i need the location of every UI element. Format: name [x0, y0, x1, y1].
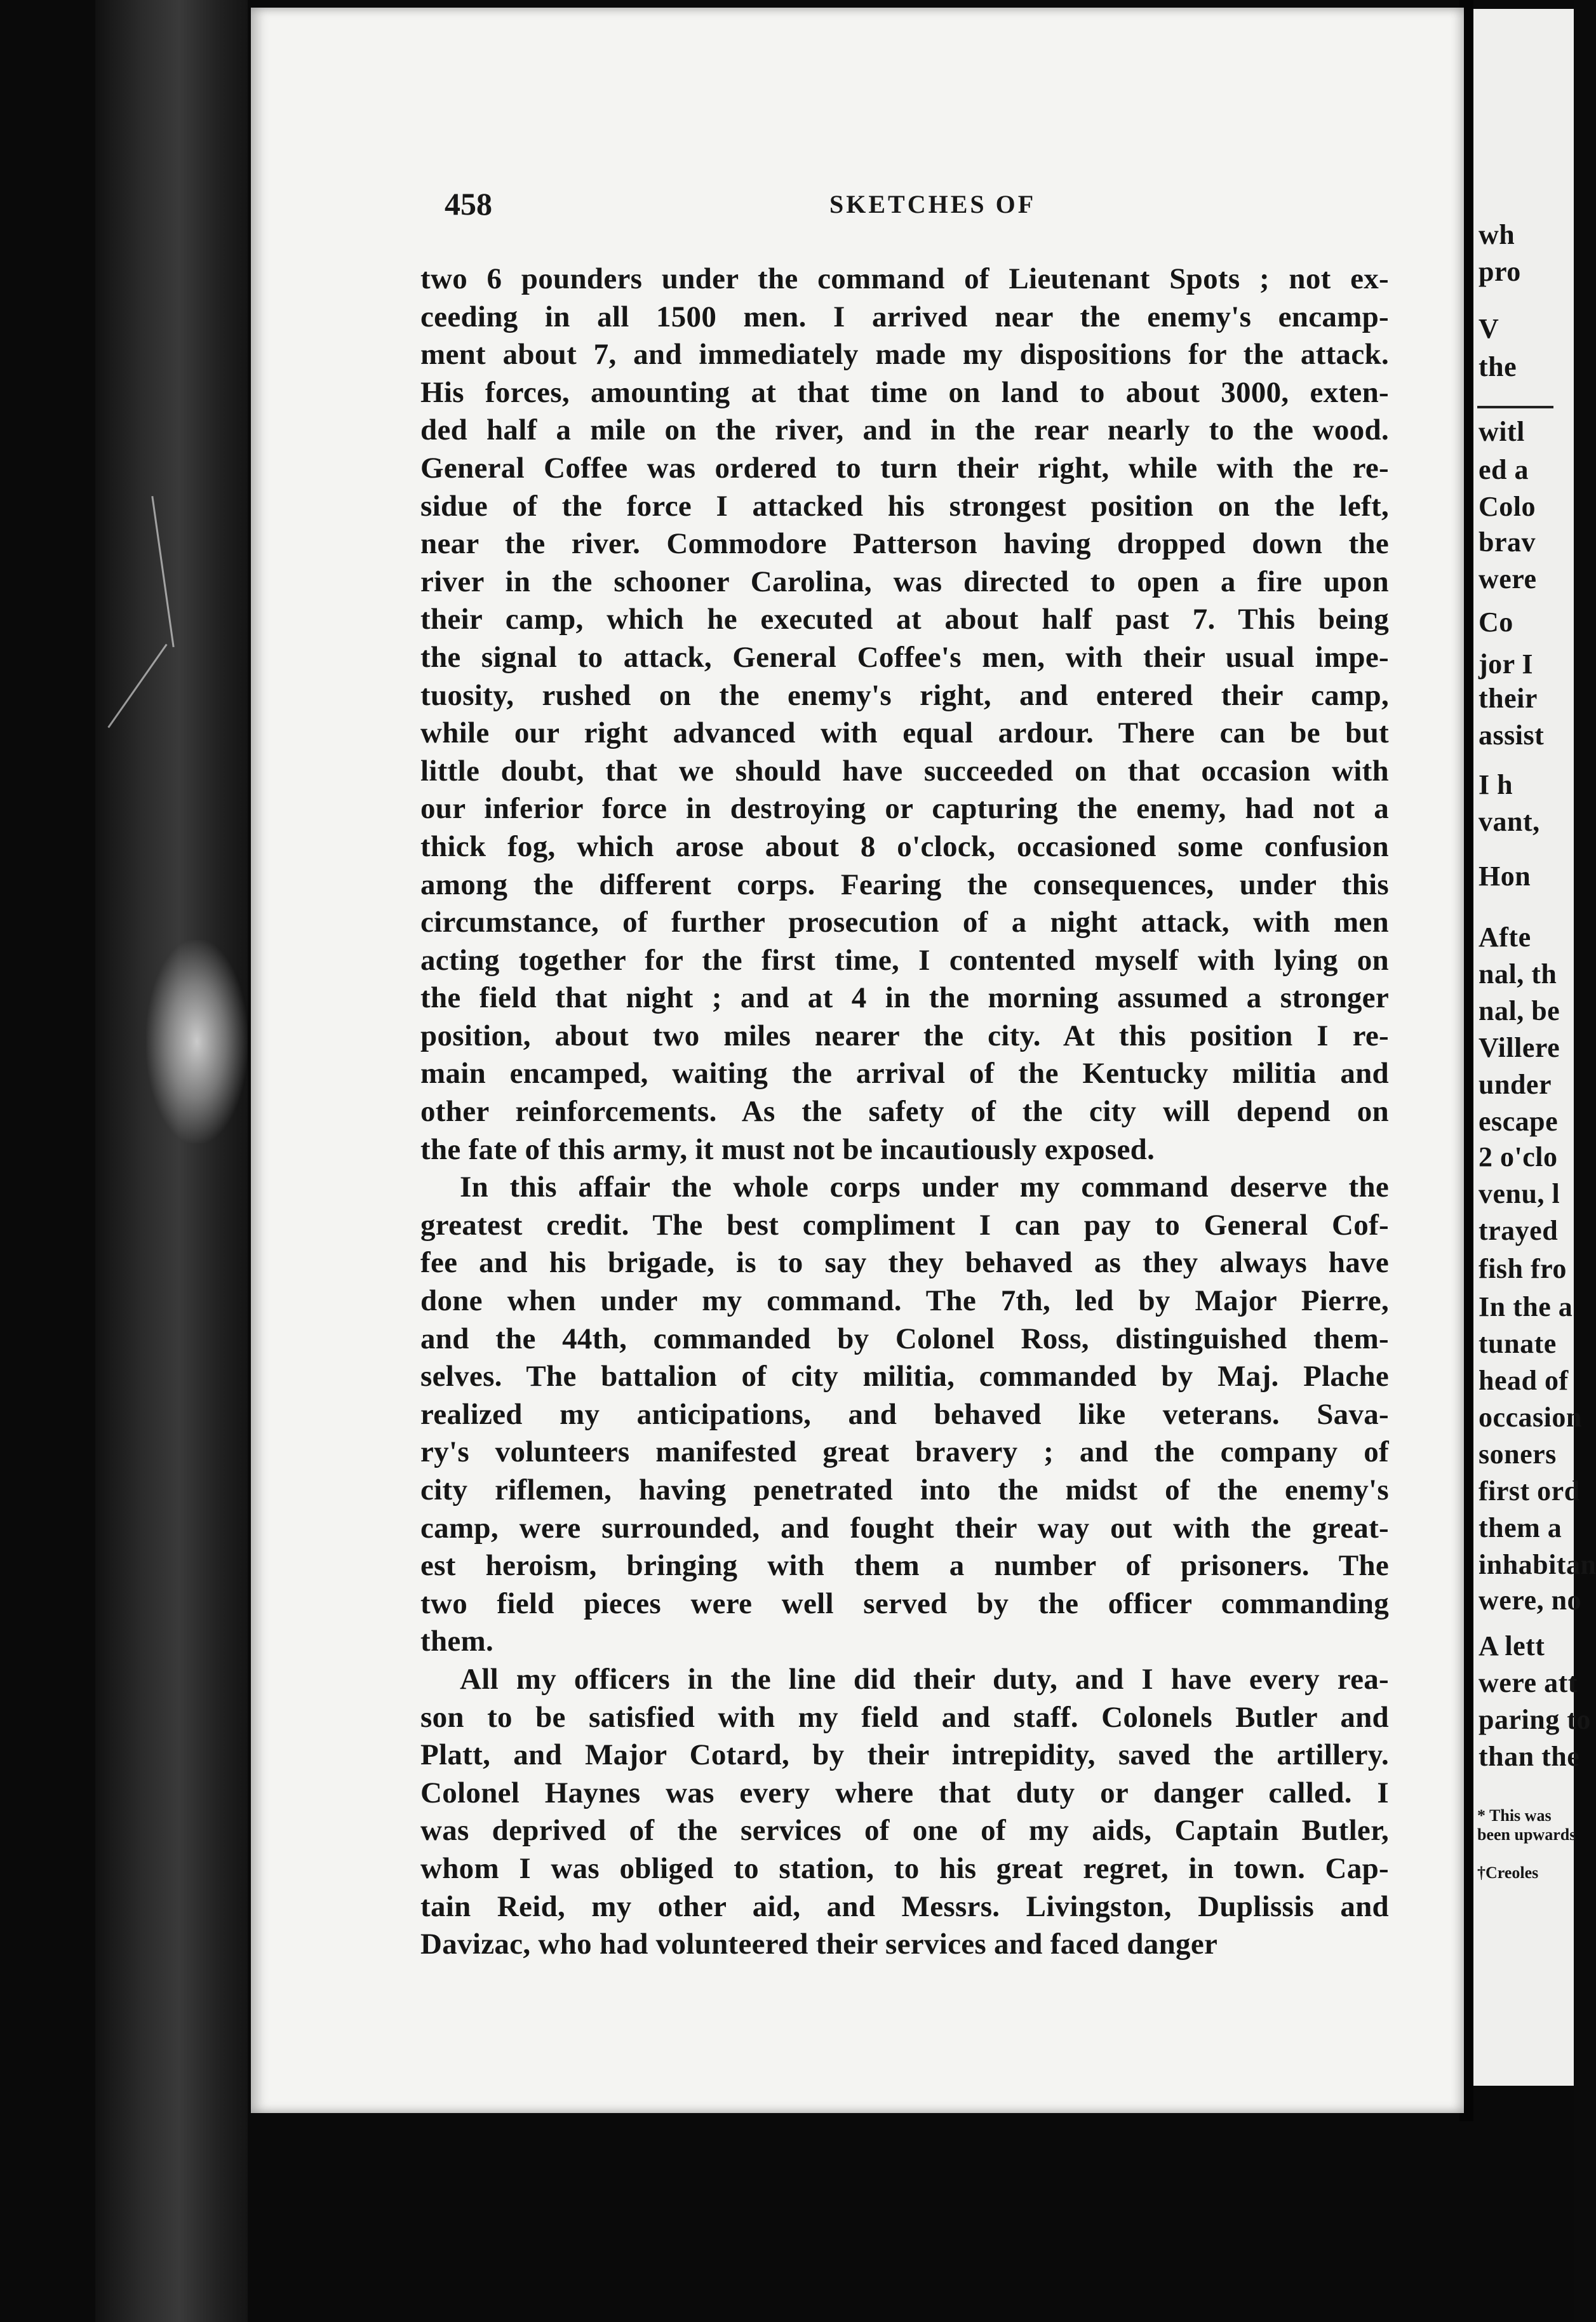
- text-line: whom I was obliged to station, to his great regret, in town. Cap-: [420, 1851, 1389, 1885]
- text-line: fee and his brigade, is to say they behaved as they always have: [420, 1246, 1389, 1280]
- paragraph: [420, 1661, 1389, 1964]
- facing-page-line: Co: [1479, 607, 1513, 638]
- paper-fibers: [146, 940, 248, 1143]
- text-line: acting together for the first time, I contented myself with lying on: [420, 943, 1389, 977]
- text-line: was deprived of the services of one of my aids, Captain Butler,: [420, 1814, 1389, 1848]
- text-line: tain Reid, my other aid, and Messrs. Livingston, Duplissis and: [420, 1889, 1389, 1923]
- facing-page-line: 2 o'clo: [1479, 1141, 1558, 1172]
- facing-page-line: ed a: [1479, 454, 1529, 485]
- text-line: while our right advanced with equal ardour. There can be but: [420, 716, 1389, 750]
- text-line: other reinforcements. As the safety of the city will depend on: [420, 1095, 1389, 1129]
- text-line: our inferior force in destroying or capturing the enemy, had not a: [420, 792, 1389, 826]
- facing-page-line: under: [1479, 1069, 1552, 1100]
- text-line: the signal to attack, General Coffee's men, with their usual impe-: [420, 640, 1389, 674]
- text-line: In this affair the whole corps under my command deserve the: [460, 1171, 1389, 1204]
- text-line: Davizac, who had volunteered their services and faced danger: [420, 1928, 1218, 1961]
- facing-page-line: A lett: [1479, 1630, 1545, 1661]
- facing-page-line: were att: [1479, 1667, 1578, 1698]
- text-line: two field pieces were well served by the officer commanding: [420, 1587, 1389, 1620]
- facing-page-line: brav: [1479, 527, 1536, 558]
- facing-page-line: tunate: [1479, 1328, 1557, 1359]
- text-line: ceeding in all 1500 men. I arrived near the enemy's encamp-: [420, 300, 1389, 333]
- running-head: SKETCHES OF: [829, 190, 1036, 218]
- text-line: them.: [420, 1625, 494, 1658]
- facing-page-line: the: [1479, 351, 1517, 382]
- text-line: done when under my command. The 7th, led by Major Pierre,: [420, 1284, 1389, 1318]
- facing-page-line: Villere: [1479, 1032, 1560, 1063]
- text-line: Colonel Haynes was every where that duty or danger called. I: [420, 1776, 1389, 1809]
- facing-page-line: than the: [1479, 1741, 1580, 1772]
- facing-page-line: escape: [1479, 1106, 1559, 1137]
- facing-page-line: V: [1479, 313, 1499, 344]
- facing-page-footnote: * This was: [1477, 1806, 1552, 1825]
- text-line: circumstance, of further prosecution of a night attack, with men: [420, 906, 1389, 939]
- text-line: All my officers in the line did their duty, and I have every rea-: [460, 1662, 1389, 1696]
- text-line: among the different corps. Fearing the consequences, under this: [420, 868, 1389, 901]
- text-line: the field that night ; and at 4 in the morning assumed a stronger: [420, 981, 1389, 1015]
- text-line: camp, were surrounded, and fought their way out with the great-: [420, 1511, 1389, 1545]
- facing-page-line: fish fro: [1479, 1253, 1567, 1284]
- book-binding: [95, 0, 248, 2322]
- text-line: ded half a mile on the river, and in the rear nearly to the wood.: [420, 413, 1389, 447]
- facing-page-line: head of: [1479, 1365, 1569, 1396]
- text-line: the fate of this army, it must not be incautiously exposed.: [420, 1132, 1155, 1166]
- facing-page-footnote: been upwards: [1477, 1825, 1576, 1844]
- paragraph: [420, 1169, 1389, 1661]
- text-line: greatest credit. The best compliment I can pay to General Cof-: [420, 1208, 1389, 1242]
- paragraph: [420, 260, 1389, 1169]
- facing-page-line: Hon: [1479, 861, 1531, 892]
- text-line: position, about two miles nearer the city. At this position I re-: [420, 1019, 1389, 1052]
- facing-page-line: wh: [1479, 219, 1515, 250]
- facing-page-line: their: [1479, 683, 1538, 714]
- facing-page-line: jor I: [1479, 648, 1534, 680]
- facing-page-line: pro: [1479, 256, 1521, 287]
- facing-page-line: them a: [1479, 1512, 1562, 1543]
- text-line: thick fog, which arose about 8 o'clock, occasioned some confusion: [420, 829, 1389, 863]
- text-line: General Coffee was ordered to turn their right, while with the re-: [420, 451, 1389, 485]
- facing-page-line: inhabitan: [1479, 1549, 1596, 1580]
- facing-page: [1473, 9, 1596, 2086]
- text-line: city riflemen, having penetrated into the midst of the enemy's: [420, 1473, 1389, 1507]
- text-line: main encamped, waiting the arrival of the Kentucky militia and: [420, 1057, 1389, 1091]
- text-line: river in the schooner Carolina, was directed to open a fire upon: [420, 565, 1389, 598]
- text-line: son to be satisfied with my field and staff. Colonels Butler and: [420, 1700, 1389, 1734]
- facing-page-line: vant,: [1479, 806, 1540, 837]
- facing-page-line: trayed: [1479, 1215, 1559, 1246]
- text-line: little doubt, that we should have succeeded on that occasion with: [420, 754, 1389, 788]
- text-line: sidue of the force I attacked his strongest position on the left,: [420, 489, 1389, 523]
- facing-page-line: paring to: [1479, 1704, 1591, 1735]
- facing-page-line: venu, l: [1479, 1178, 1560, 1209]
- text-line: two 6 pounders under the command of Lieutenant Spots ; not ex-: [420, 262, 1389, 295]
- page-number: 458: [445, 186, 492, 222]
- facing-page-footnote: †Creoles: [1477, 1863, 1539, 1882]
- facing-page-line: Colo: [1479, 491, 1536, 522]
- text-line: realized my anticipations, and behaved like veterans. Sava-: [420, 1397, 1389, 1431]
- facing-page-line: were: [1479, 563, 1537, 594]
- text-line: est heroism, bringing with them a number of prisoners. The: [420, 1549, 1389, 1583]
- text-line: and the 44th, commanded by Colonel Ross, distinguished them-: [420, 1322, 1389, 1355]
- facing-page-line: Afte: [1479, 922, 1531, 953]
- facing-page-line: were, no: [1479, 1585, 1582, 1616]
- facing-page-line: first ord: [1479, 1475, 1580, 1507]
- facing-page-line: nal, th: [1479, 958, 1557, 990]
- text-line: ry's volunteers manifested great bravery ; and the company of: [420, 1435, 1389, 1469]
- text-line: tuosity, rushed on the enemy's right, and entered their camp,: [420, 678, 1389, 712]
- facing-page-line: witl: [1479, 416, 1525, 447]
- text-line: ment about 7, and immediately made my dispositions for the attack.: [420, 338, 1389, 372]
- text-line: selves. The battalion of city militia, commanded by Maj. Plache: [420, 1360, 1389, 1393]
- text-line: Platt, and Major Cotard, by their intrepidity, saved the artillery.: [420, 1738, 1389, 1772]
- facing-page-line: occasion: [1479, 1402, 1582, 1433]
- text-line: their camp, which he executed at about half past 7. This being: [420, 603, 1389, 636]
- facing-page-line: I h: [1479, 769, 1513, 800]
- facing-page-line: assist: [1479, 720, 1545, 751]
- text-line: near the river. Commodore Patterson having dropped down the: [420, 527, 1389, 561]
- text-line: His forces, amounting at that time on land to about 3000, exten-: [420, 375, 1389, 409]
- facing-page-line: nal, be: [1479, 995, 1560, 1026]
- facing-page-line: soners: [1479, 1439, 1557, 1470]
- facing-page-rule: [1477, 406, 1553, 408]
- body-text: [420, 260, 1389, 1964]
- facing-page-line: In the a: [1479, 1291, 1573, 1322]
